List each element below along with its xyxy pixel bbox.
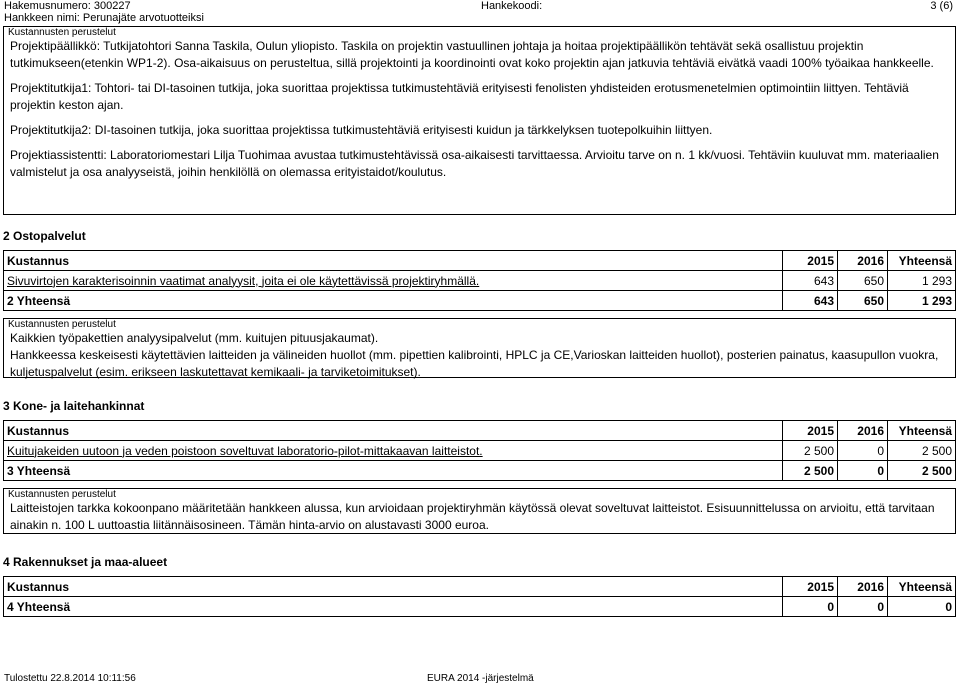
- project-name: Hankkeen nimi: Perunajäte arvotuotteiksi: [4, 12, 204, 24]
- table-header-row: [4, 251, 956, 271]
- column-header: 2016: [838, 577, 888, 597]
- cost-table-equipment: [3, 420, 956, 481]
- system-name: EURA 2014 -järjestelmä: [427, 673, 534, 684]
- justification-paragraph: Hankkeessa keskeisesti käytettävien laitteiden ja välineiden huollot (mm. pipettien kalibrointi, HPLC ja CE,Varioskan laitteiden huollot), posterien painatus, kaasupullon vuokra, kuljetuspalvelut (esim. erikseen laskutettavat kemikaali- ja tarviketoimitukset).: [10, 348, 939, 379]
- total-2015: 643: [783, 291, 838, 311]
- column-header: Yhteensä: [888, 251, 956, 271]
- cost-total: 2 500: [888, 441, 956, 461]
- cost-item: Sivuvirtojen karakterisoinnin vaatimat analyysit, joita ei ole käytettävissä projektiryhmällä.: [4, 271, 783, 291]
- section-title: 3 Kone- ja laitehankinnat: [3, 399, 145, 413]
- cost-2015: 2 500: [783, 441, 838, 461]
- justification-paragraph: Projektipäällikkö: Tutkijatohtori Sanna Taskila, Oulun yliopisto. Taskila on projektin vastuullinen johtaja ja hoitaa projektipäällikön tehtävät sekä osallistuu projektin tutkimukseen(etenkin WP1-2). Osa-aikaisuus on perusteltua, sillä projektointi ja koordinointi ovat koko projektin ajan jatkuvia tehtäviä eivätkä vaadi 100% työaikaa hankkeelle.: [10, 39, 934, 70]
- print-timestamp: Tulostettu 22.8.2014 10:11:56: [4, 673, 136, 684]
- cost-2016: 650: [838, 271, 888, 291]
- justification-paragraph: Projektitutkija1: Tohtori- tai DI-tasoinen tutkija, joka suorittaa projektissa tutkimustehtäviä erityisesti fenolisten yhdisteiden erotusmenetelmien optimointiin liittyen. Tehtäviä projektin keston ajan.: [10, 81, 909, 112]
- table-total-row: [4, 291, 956, 311]
- page-number: 3 (6): [930, 0, 953, 12]
- cost-table-buildings: [3, 576, 956, 617]
- box-label: Kustannusten perustelut: [8, 27, 116, 38]
- total-2016: 0: [838, 597, 888, 617]
- justification-box-personnel: [3, 26, 956, 215]
- justification-box-purchased-services: [3, 318, 956, 378]
- column-header: Kustannus: [4, 251, 783, 271]
- total-2015: 0: [783, 597, 838, 617]
- column-header: 2016: [838, 421, 888, 441]
- cost-2016: 0: [838, 441, 888, 461]
- cost-item: Kuitujakeiden uutoon ja veden poistoon soveltuvat laboratorio-pilot-mittakaavan laitteistot.: [4, 441, 783, 461]
- column-header: Kustannus: [4, 577, 783, 597]
- justification-paragraph: Projektiassistentti: Laboratoriomestari Lilja Tuohimaa avustaa tutkimustehtävissä osa-aikaisesti tarvittaessa. Arvioitu tarve on n. 1 kk/vuosi. Tehtäviin kuuluvat mm. materiaalien valmistelut ja osa analyyseistä, joihin henkilöllä on olemassa erityistaidot/koulutus.: [10, 148, 939, 179]
- total-sum: 1 293: [888, 291, 956, 311]
- total-label: 4 Yhteensä: [4, 597, 783, 617]
- column-header: Yhteensä: [888, 577, 956, 597]
- column-header: 2015: [783, 577, 838, 597]
- table-total-row: [4, 461, 956, 481]
- total-label: 3 Yhteensä: [4, 461, 783, 481]
- project-code: Hankekoodi:: [481, 0, 543, 12]
- box-label: Kustannusten perustelut: [8, 319, 116, 330]
- total-2015: 2 500: [783, 461, 838, 481]
- section-title: 2 Ostopalvelut: [3, 229, 86, 243]
- column-header: 2015: [783, 251, 838, 271]
- column-header: 2016: [838, 251, 888, 271]
- total-sum: 0: [888, 597, 956, 617]
- justification-paragraph: Kaikkien työpakettien analyysipalvelut (mm. kuitujen pituusjakaumat).: [10, 331, 379, 345]
- cost-table-purchased-services: [3, 250, 956, 311]
- total-sum: 2 500: [888, 461, 956, 481]
- justification-paragraph: Projektitutkija2: DI-tasoinen tutkija, joka suorittaa projektissa tutkimustehtäviä erityisesti kuidun ja tärkkelyksen tuotepolkuihin liittyen.: [10, 123, 713, 137]
- cost-2015: 643: [783, 271, 838, 291]
- column-header: Kustannus: [4, 421, 783, 441]
- total-2016: 0: [838, 461, 888, 481]
- table-header-row: [4, 421, 956, 441]
- table-total-row: [4, 597, 956, 617]
- table-row: [4, 271, 956, 291]
- total-label: 2 Yhteensä: [4, 291, 783, 311]
- justification-paragraph: Laitteistojen tarkka kokoonpano määritetään hankkeen alussa, kun arvioidaan projektiryhmän käytössä olevat soveltuvat laitteistot. Esisuunnittelussa on arvioitu, että tarvitaan ainakin n. 100 L uuttoastia liitännäisosineen. Tämän hinta-arvio on alustavasti 3000 euroa.: [10, 501, 935, 532]
- column-header: 2015: [783, 421, 838, 441]
- box-label: Kustannusten perustelut: [8, 489, 116, 500]
- table-header-row: [4, 577, 956, 597]
- application-number: Hakemusnumero: 300227: [4, 0, 131, 12]
- total-2016: 650: [838, 291, 888, 311]
- table-row: [4, 441, 956, 461]
- column-header: Yhteensä: [888, 421, 956, 441]
- section-title: 4 Rakennukset ja maa-alueet: [3, 555, 168, 569]
- cost-total: 1 293: [888, 271, 956, 291]
- justification-box-equipment: [3, 488, 956, 534]
